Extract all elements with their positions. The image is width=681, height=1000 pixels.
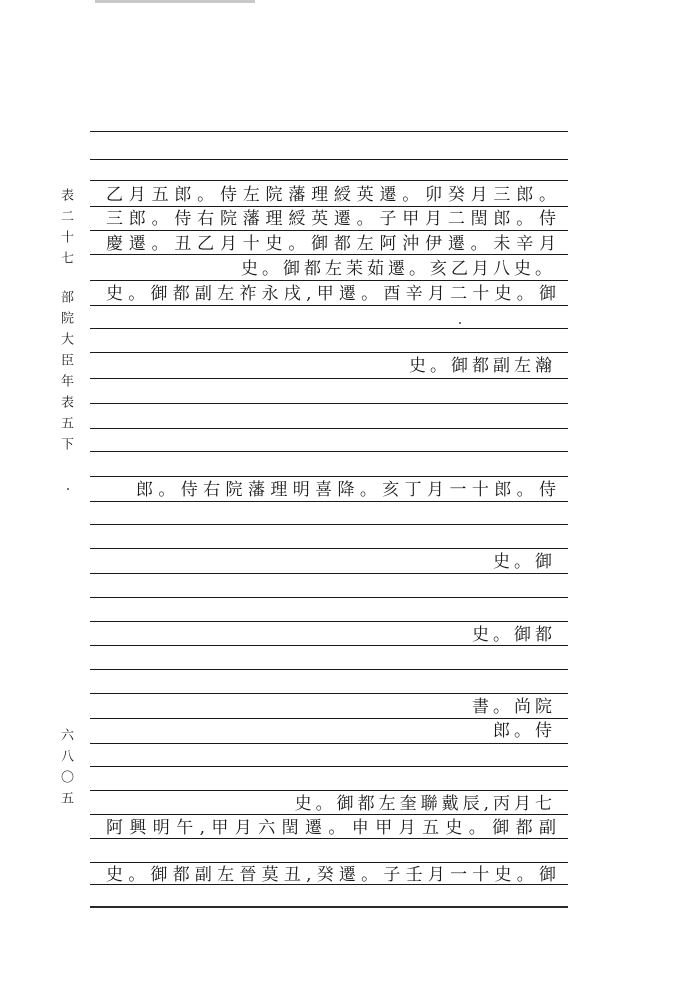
text-row-2 xyxy=(106,208,556,230)
text-line: 史。御都副左瀚 xyxy=(409,356,556,376)
text-row-5 xyxy=(106,283,556,305)
text-row-6 xyxy=(106,355,556,377)
text-line: 史。御 xyxy=(493,552,556,572)
ruled-line xyxy=(90,476,568,477)
text-row-4 xyxy=(106,258,556,280)
text-row-3 xyxy=(106,233,556,255)
ruled-line-bottom xyxy=(90,906,568,908)
text-line: 慶遷。丑乙月十史。御都左阿沖伊遷。未辛月 xyxy=(106,234,556,254)
ruled-line xyxy=(90,718,568,719)
text-line: 史。御都副左祚永戌,甲遷。酉辛月二十史。御 xyxy=(106,284,556,304)
ruled-line xyxy=(90,524,568,525)
text-line: 郎。侍 xyxy=(493,721,556,741)
text-line: 史。御都副左晉莫丑,癸遷。子壬月一十史。御 xyxy=(106,865,556,885)
ruled-line xyxy=(90,305,568,306)
text-line: 史。御都 xyxy=(472,625,556,645)
text-row-10 xyxy=(106,696,556,718)
text-row-11 xyxy=(106,720,556,742)
text-row-14 xyxy=(106,864,556,886)
ruled-line xyxy=(90,669,568,670)
ruled-line xyxy=(90,693,568,694)
text-line: 阿興明午,甲月六閏遷。申甲月五史。御都副 xyxy=(106,818,556,838)
ruled-line xyxy=(90,621,568,622)
text-line: 書。尚院 xyxy=(472,697,556,717)
ruled-line xyxy=(90,597,568,598)
ruled-line xyxy=(90,743,568,744)
ruled-line xyxy=(90,180,568,181)
ruled-line xyxy=(90,230,568,231)
ruled-line xyxy=(90,573,568,574)
ruled-line xyxy=(90,766,568,767)
text-line: 史。御都左奎聯戴辰,丙月七 xyxy=(294,794,556,814)
text-row-7 xyxy=(136,479,556,501)
margin-section-label: 表二十七 xyxy=(58,188,73,272)
text-row-1 xyxy=(106,184,556,206)
top-edge-mark xyxy=(95,0,255,3)
ruled-line xyxy=(90,428,568,429)
margin-dot xyxy=(67,488,69,490)
ruled-line xyxy=(90,159,568,160)
text-row-13 xyxy=(106,817,556,839)
ruled-line xyxy=(90,378,568,379)
ruled-line xyxy=(90,790,568,791)
text-row-12 xyxy=(106,793,556,815)
ruled-line xyxy=(90,548,568,549)
text-line: 三郎。侍右院藩理綬英遷。子甲月二閏郎。侍 xyxy=(106,209,556,229)
ruled-line xyxy=(90,280,568,281)
ruled-line xyxy=(90,131,568,132)
ruled-line xyxy=(90,451,568,452)
margin-page-number: 六八〇五 xyxy=(58,728,73,812)
text-line: 乙月五郎。侍左院藩理綬英遷。卯癸月三郎。 xyxy=(106,185,556,205)
text-row-8 xyxy=(106,551,556,573)
ruled-line xyxy=(90,501,568,502)
ruled-line xyxy=(90,862,568,863)
text-line: 郎。侍右院藩理明喜降。亥丁月一十郎。侍 xyxy=(136,480,556,500)
ruled-line xyxy=(90,328,568,329)
text-row-9 xyxy=(106,624,556,646)
margin-table-title: 部院大臣年表五下 xyxy=(58,290,73,458)
ink-speck xyxy=(459,322,461,324)
text-line: 史。御都左苿茹遷。亥乙月八史。 xyxy=(241,259,556,279)
ruled-line xyxy=(90,352,568,353)
ruled-line xyxy=(90,206,568,207)
ruled-line xyxy=(90,403,568,404)
